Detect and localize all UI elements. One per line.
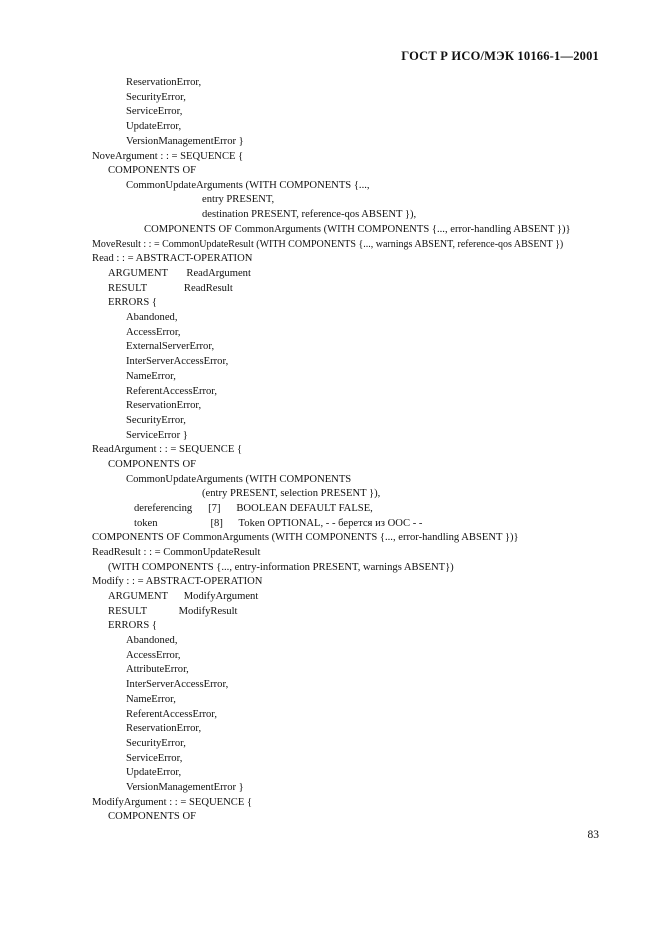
page-number: 83 [587, 829, 599, 841]
code-line: token [8] Token OPTIONAL, - - берется из ООС - - [134, 518, 423, 529]
code-line: entry PRESENT, [202, 194, 275, 205]
code-line: ServiceError } [126, 430, 188, 441]
code-line: NameError, [126, 694, 176, 705]
code-line: (entry PRESENT, selection PRESENT }), [202, 488, 381, 499]
code-line: ARGUMENT ReadArgument [108, 268, 251, 279]
code-line: ReferentAccessError, [126, 709, 218, 720]
code-line: COMPONENTS OF CommonArguments (WITH COMPONENTS {..., error-handling ABSENT })} [144, 224, 571, 235]
code-line: ExternalServerError, [126, 341, 215, 352]
code-line: ModifyArgument : : = SEQUENCE { [92, 797, 253, 808]
document-header: ГОСТ Р ИСО/МЭК 10166-1—2001 [401, 49, 599, 63]
code-line: AccessError, [126, 327, 181, 338]
code-line: ERRORS { [108, 620, 157, 631]
code-line: SecurityError, [126, 92, 186, 103]
code-line: ReservationError, [126, 400, 202, 411]
code-line: VersionManagementError } [126, 136, 244, 147]
code-line: COMPONENTS OF CommonArguments (WITH COMPONENTS {..., error-handling ABSENT })} [92, 532, 519, 543]
code-line: (WITH COMPONENTS {..., entry-information PRESENT, warnings ABSENT}) [108, 562, 454, 573]
code-line: MoveResult : : = CommonUpdateResult (WITH COMPONENTS {..., warnings ABSENT, reference-qos ABSENT }) [92, 239, 564, 250]
code-line: NoveArgument : : = SEQUENCE { [92, 151, 244, 162]
code-line: UpdateError, [126, 767, 182, 778]
code-line: dereferencing [7] BOOLEAN DEFAULT FALSE, [134, 503, 373, 514]
code-line: InterServerAccessError, [126, 679, 229, 690]
code-line: SecurityError, [126, 738, 186, 749]
code-line: ERRORS { [108, 297, 157, 308]
code-line: ReadArgument : : = SEQUENCE { [92, 444, 243, 455]
code-line: SecurityError, [126, 415, 186, 426]
code-line: Read : : = ABSTRACT-OPERATION [92, 253, 253, 264]
code-line: AccessError, [126, 650, 181, 661]
code-line: RESULT ReadResult [108, 283, 233, 294]
code-line: ReservationError, [126, 723, 202, 734]
code-line: COMPONENTS OF [108, 811, 197, 822]
code-line: ReferentAccessError, [126, 386, 218, 397]
code-line: destination PRESENT, reference-qos ABSENT }), [202, 209, 417, 220]
code-line: ARGUMENT ModifyArgument [108, 591, 259, 602]
code-line: Abandoned, [126, 635, 178, 646]
code-line: RESULT ModifyResult [108, 606, 238, 617]
code-line: InterServerAccessError, [126, 356, 229, 367]
code-line: ReservationError, [126, 77, 202, 88]
code-line: COMPONENTS OF [108, 459, 197, 470]
code-line: ReadResult : : = CommonUpdateResult [92, 547, 261, 558]
code-line: AttributeError, [126, 664, 189, 675]
code-line: Modify : : = ABSTRACT-OPERATION [92, 576, 263, 587]
code-line: ServiceError, [126, 106, 183, 117]
code-line: ServiceError, [126, 753, 183, 764]
code-line: VersionManagementError } [126, 782, 244, 793]
code-line: UpdateError, [126, 121, 182, 132]
code-line: COMPONENTS OF [108, 165, 197, 176]
code-line: Abandoned, [126, 312, 178, 323]
code-line: NameError, [126, 371, 176, 382]
code-line: CommonUpdateArguments (WITH COMPONENTS {..., [126, 180, 370, 191]
code-line: CommonUpdateArguments (WITH COMPONENTS [126, 474, 352, 485]
